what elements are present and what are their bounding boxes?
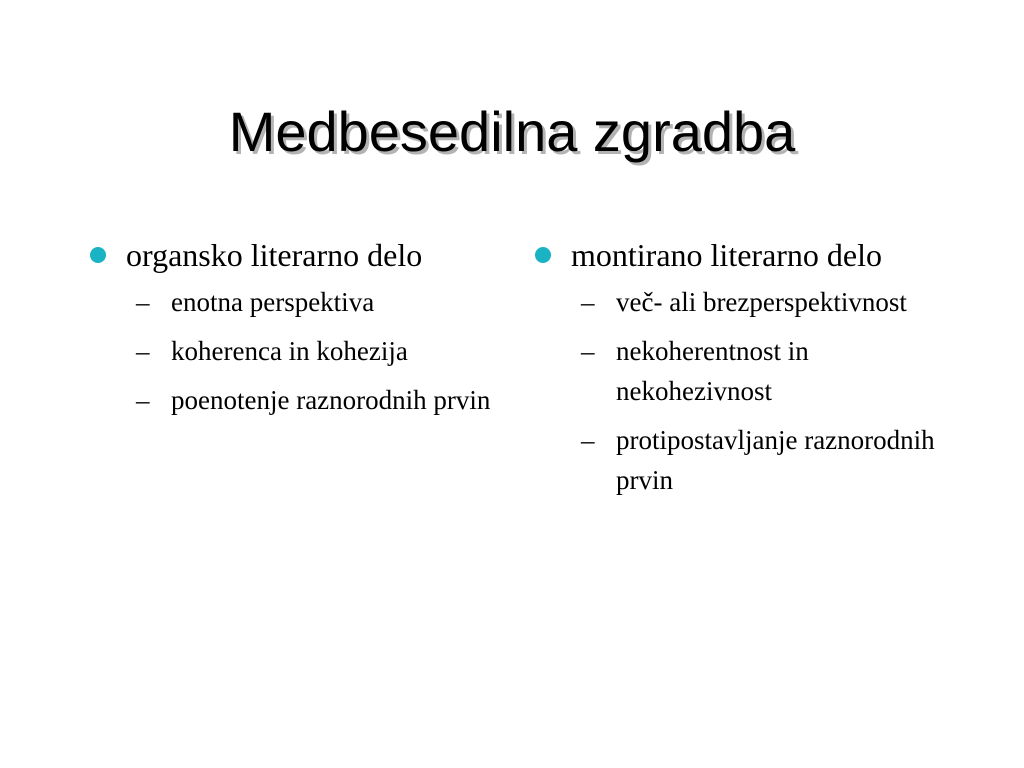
sub-item xyxy=(136,380,510,420)
slide-title: Medbesedilna zgradba xyxy=(228,100,796,163)
dash-bullet-icon: – xyxy=(581,336,595,366)
dash-bullet-icon: – xyxy=(136,336,150,366)
right-sublist xyxy=(535,282,935,500)
right-heading: montirano literarno delo xyxy=(571,237,883,273)
sub-item-text: poenotenje raznorodnih prvin xyxy=(171,385,491,415)
sub-item xyxy=(581,331,935,411)
sub-item-text: enotna perspektiva xyxy=(171,287,375,317)
round-bullet-icon xyxy=(535,247,551,263)
bullet-item-right xyxy=(535,232,935,278)
dash-bullet-icon: – xyxy=(136,385,150,415)
sub-item xyxy=(581,282,935,322)
dash-bullet-icon: – xyxy=(581,287,595,317)
left-column xyxy=(90,232,510,429)
left-heading: organsko literarno delo xyxy=(126,237,423,273)
right-column xyxy=(535,232,935,509)
sub-item xyxy=(136,331,510,371)
sub-item xyxy=(581,420,935,500)
left-sublist xyxy=(90,282,510,420)
sub-item-text: več- ali brezperspektivnost xyxy=(616,287,907,317)
dash-bullet-icon: – xyxy=(581,425,595,455)
sub-item-text: nekoherentnost in nekohezivnost xyxy=(616,336,809,406)
sub-item-text: koherenca in kohezija xyxy=(171,336,408,366)
dash-bullet-icon: – xyxy=(136,287,150,317)
round-bullet-icon xyxy=(90,247,106,263)
sub-item-text: protipostavljanje raznorodnih prvin xyxy=(616,425,935,495)
bullet-item-left xyxy=(90,232,510,278)
sub-item xyxy=(136,282,510,322)
